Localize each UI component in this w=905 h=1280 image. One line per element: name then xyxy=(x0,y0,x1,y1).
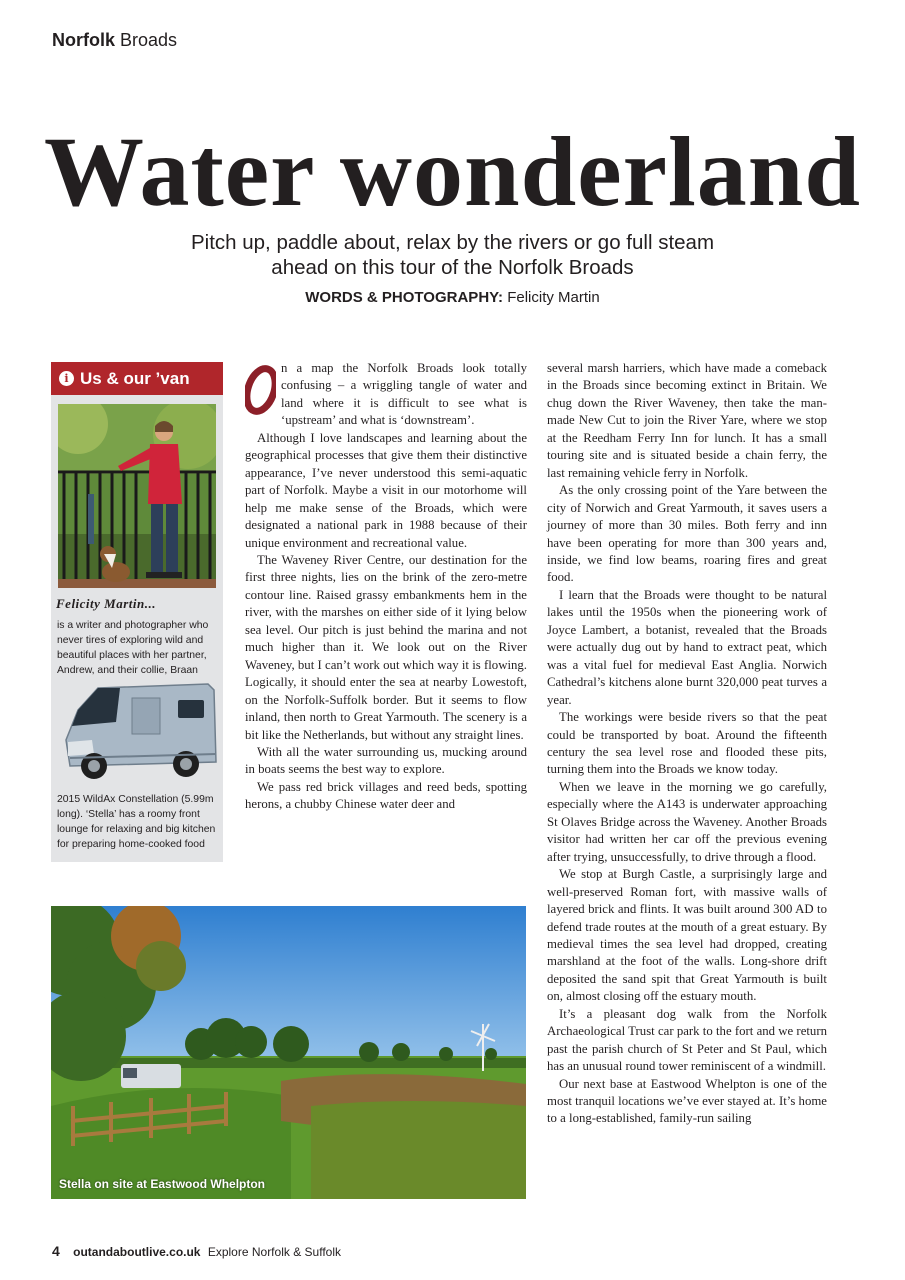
sidebar-header xyxy=(51,362,223,395)
author-bio: is a writer and photographer who never tires of exploring wild and beautiful places with her partner, Andrew, and their collie, Braan xyxy=(57,620,209,676)
info-icon: i xyxy=(59,371,74,386)
article-column-2 xyxy=(547,360,827,1128)
article-paragraph: The Waveney River Centre, our destination for the first three nights, lies on the brink of the zero-metre contour line. Raised grassy embankments hem in the river, with the marshes on either side of it lying below sea level. Our pitch is just behind the marina and not much higher than it. We look out on the River Waveney, but I can’t work out which way it is flowing. Logically, it should enter the sea at nearby Lowestoft, on the Norfolk-Suffolk border. But it seems to flow inland, then north to Great Yarmouth. The scenery is a bit like the Netherlands, but without any straight lines. xyxy=(245,552,527,742)
article-paragraph: When we leave in the morning we go carefully, especially where the A143 is underwater approaching St Olaves Bridge across the Waveney. Another Broads visitor had written her car off the previous evening after trying, unsuccessfully, to drive through a flood. xyxy=(547,779,827,864)
article-column-1 xyxy=(245,360,527,814)
section-label-rest: Broads xyxy=(120,30,178,50)
section-label xyxy=(52,30,177,51)
article-paragraph: Although I love landscapes and learning about the geographical processes that give them their distinctive appearance, I’ve never understood this semi-aquatic part of Norfolk. Maybe a visit in our motorhome will help me make sense of the Broads, which were designated a national park in 1988 because of their unique environment and recreational value. xyxy=(245,430,527,550)
drop-cap-o xyxy=(245,364,276,416)
byline-author: Felicity Martin xyxy=(507,289,600,306)
byline xyxy=(0,289,905,306)
standfirst-line: Pitch up, paddle about, relax by the rivers or go full steam xyxy=(190,231,715,254)
footer-publication: Explore Norfolk & Suffolk xyxy=(207,1245,341,1259)
sidebar-box xyxy=(51,362,223,862)
byline-label: WORDS & PHOTOGRAPHY: xyxy=(305,289,504,306)
author-photo xyxy=(58,404,216,588)
motorhome-caption: 2015 WildAx Constellation (5.99m long). ‘Stella’ has a roomy front lounge for relaxing and big kitchen for preparing home-cooked food xyxy=(57,794,216,850)
article-paragraph: It’s a pleasant dog walk from the Norfolk Archaeological Trust car park to the fort and we return past the parish church of St Peter and St Paul, which has an unusual round tower reminiscent of a windmill. xyxy=(547,1006,827,1074)
page-footer xyxy=(52,1243,341,1259)
article-paragraph: We pass red brick villages and reed beds, spotting herons, a chubby Chinese water deer and xyxy=(245,779,527,812)
article-paragraph: We stop at Burgh Castle, a surprisingly large and well-preserved Roman fort, with massive walls of layered brick and flints. It was built around 300 AD to defend trade routes at the mouth of a great estuary. By medieval times the sea level had dropped, creating marshland at the foot of the walls. Long-shore drift deposited the sand spit that Great Yarmouth is built on, almost closing off the estuary mouth. xyxy=(547,867,827,1004)
motorhome-image xyxy=(58,680,218,788)
author-name: Felicity Martin... xyxy=(56,596,156,611)
campsite-photo xyxy=(51,906,526,1199)
headline: Water wonderland xyxy=(44,116,861,227)
article-paragraph: The workings were beside rivers so that the peat could be transported by boat. Around the fifteenth century the sea level rose and flooded these pits, turning them into the Broads we know today. xyxy=(547,710,827,777)
article-paragraph: n a map the Norfolk Broads look totally confusing – a wriggling tangle of water and land where it is difficult to see what is ‘upstream’ and what is ‘downstream’. xyxy=(281,361,527,428)
article-paragraph: Our next base at Eastwood Whelpton is one of the most tranquil locations we’ve ever stayed at. It’s home to a long-established, family-run sailing xyxy=(547,1076,827,1126)
footer-website: outandaboutlive.co.uk xyxy=(73,1245,201,1259)
section-label-bold: Norfolk xyxy=(52,30,115,50)
photo-caption: Stella on site at Eastwood Whelpton xyxy=(59,1177,266,1191)
article-paragraph: With all the water surrounding us, mucking around in boats seems the best way to explore. xyxy=(245,744,527,777)
standfirst-line: ahead on this tour of the Norfolk Broads xyxy=(271,256,634,279)
article-paragraph: As the only crossing point of the Yare between the city of Norwich and Great Yarmouth, it saves users a journey of more than 30 miles. Both ferry and inn have been operating for more than 300 years and, inside, we find low beams, roaring fires and great food. xyxy=(547,483,827,585)
page-number: 4 xyxy=(52,1243,60,1259)
article-paragraph: several marsh harriers, which have made a comeback in the Broads since becoming extinct in Britain. We chug down the River Waveney, then take the man-made New Cut to join the River Yare, where we stop at the Reedham Ferry Inn for lunch. It has a small touring site and is situated beside a chain ferry, the last remaining vehicle ferry in Norfolk. xyxy=(547,361,827,480)
article-paragraph: I learn that the Broads were thought to be natural lakes until the 1950s when the pioneering work of Joyce Lambert, a botanist, revealed that the Broads were actually dug out by hand to extract peat, which was a vital fuel for medieval East Anglia. Norwich Cathedral’s kitchens alone burnt 320,000 peat turves a year. xyxy=(547,587,827,707)
sidebar-title: Us & our ’van xyxy=(80,368,190,388)
standfirst xyxy=(100,230,805,280)
